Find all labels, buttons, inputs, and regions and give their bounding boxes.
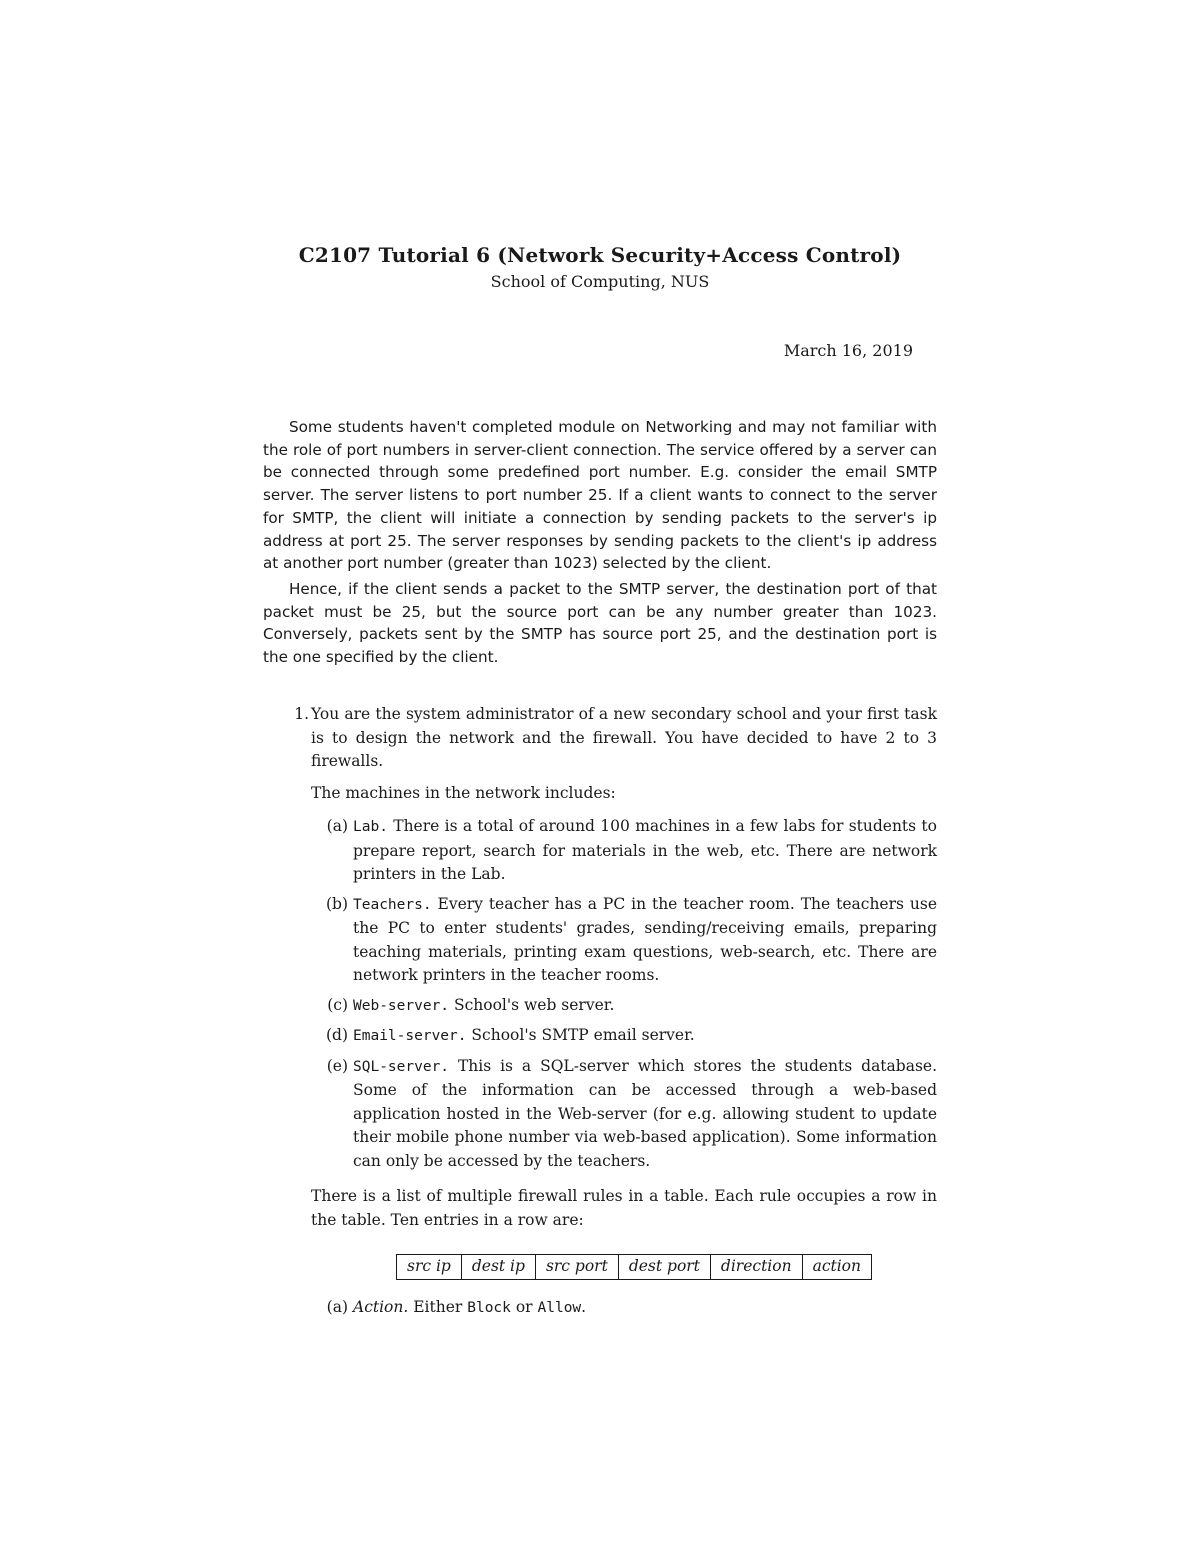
table-cell-src-port: src port	[535, 1255, 618, 1280]
machine-desc: School's SMTP email server.	[466, 1026, 695, 1044]
machine-desc: Every teacher has a PC in the teacher room. The teachers use the PC to enter students' grades, sending/receiving emails, preparing teaching materials, printing exam questions, web-search, etc. There are network printers in the teacher rooms.	[353, 894, 937, 984]
rule-table-wrapper	[311, 1254, 937, 1280]
intro-paragraph-2: Hence, if the client sends a packet to the SMTP server, the destination port of that packet must be 25, but the source port can be any number greater than 1023. Conversely, packets sent by the SMTP has source port 25, and the destination port is the one specified by the client.	[263, 579, 937, 667]
machine-desc: There is a total of around 100 machines in a few labs for students to prepare report, search for materials in the web, etc. There are network printers in the Lab.	[353, 817, 937, 883]
machine-item-lab	[311, 815, 937, 887]
item-label: (c)	[327, 995, 348, 1014]
machine-desc: School's web server.	[449, 995, 615, 1014]
machine-name: Lab.	[353, 819, 388, 835]
entry-code-allow: Allow	[537, 1299, 582, 1316]
item-label: (b)	[325, 894, 348, 913]
machine-name: Email-server.	[353, 1028, 467, 1044]
item-label: (e)	[326, 1056, 348, 1075]
question-number: 1.	[294, 705, 309, 723]
item-label: (a)	[326, 817, 348, 835]
machine-desc: This is a SQL-server which stores the students database. Some of the information can be accessed through a web-based application hosted in the Web-server (for e.g. allowing student to update their mobile phone number via web-based application). Some information can only be accessed by the teachers.	[353, 1056, 937, 1170]
rule-columns-table	[396, 1254, 872, 1280]
document-title: C2107 Tutorial 6 (Network Security+Access Control)	[298, 243, 902, 267]
question-text: You are the system administrator of a new secondary school and your first task is to design the network and the firewall. You have decided to have 2 to 3 firewalls.	[311, 705, 937, 770]
machine-item-sql-server	[311, 1055, 937, 1174]
machine-name: Web-server.	[353, 997, 450, 1014]
table-cell-src-ip: src ip	[396, 1255, 461, 1280]
entry-text: or	[510, 1297, 538, 1316]
entry-text: .	[581, 1297, 587, 1316]
intro-paragraph-1: Some students haven't completed module on Networking and may not familiar with the role of port numbers in server-client connection. The service offered by a server can be connected through some predefined port number. E.g. consider the email SMTP server. The server listens to port number 25. If a client wants to connect to the server for SMTP, the client will initiate a connection by sending packets to the server's ip address at port 25. The server responses by sending packets to the client's ip address at another port number (greater than 1023) selected by the client.	[263, 418, 937, 573]
item-label: (a)	[326, 1297, 348, 1316]
question-1	[263, 703, 937, 1326]
table-cell-dest-ip: dest ip	[461, 1255, 535, 1280]
machine-name: Teachers.	[353, 896, 432, 913]
entry-text: Either	[408, 1297, 468, 1316]
entries-list	[311, 1296, 937, 1321]
rules-text: There is a list of multiple firewall rules in a table. Each rule occupies a row in the table. Ten entries in a row are:	[311, 1187, 937, 1229]
table-row	[396, 1255, 871, 1280]
entry-name: Action.	[353, 1297, 409, 1316]
machine-item-web-server	[311, 994, 937, 1019]
entry-item-action	[311, 1296, 937, 1321]
machine-name: SQL-server.	[353, 1058, 450, 1075]
machine-item-teachers	[311, 893, 937, 988]
machines-list	[311, 815, 937, 1173]
machine-item-email-server	[311, 1024, 937, 1049]
item-label: (d)	[325, 1026, 348, 1044]
intro-section	[263, 416, 937, 669]
table-cell-direction: direction	[710, 1255, 802, 1280]
document-subtitle: School of Computing, NUS	[490, 272, 710, 291]
entry-code-block: Block	[467, 1299, 511, 1316]
table-cell-dest-port: dest port	[618, 1255, 710, 1280]
table-cell-action: action	[802, 1255, 871, 1280]
machines-intro: The machines in the network includes:	[311, 783, 616, 802]
document-date: March 16, 2019	[783, 341, 913, 360]
